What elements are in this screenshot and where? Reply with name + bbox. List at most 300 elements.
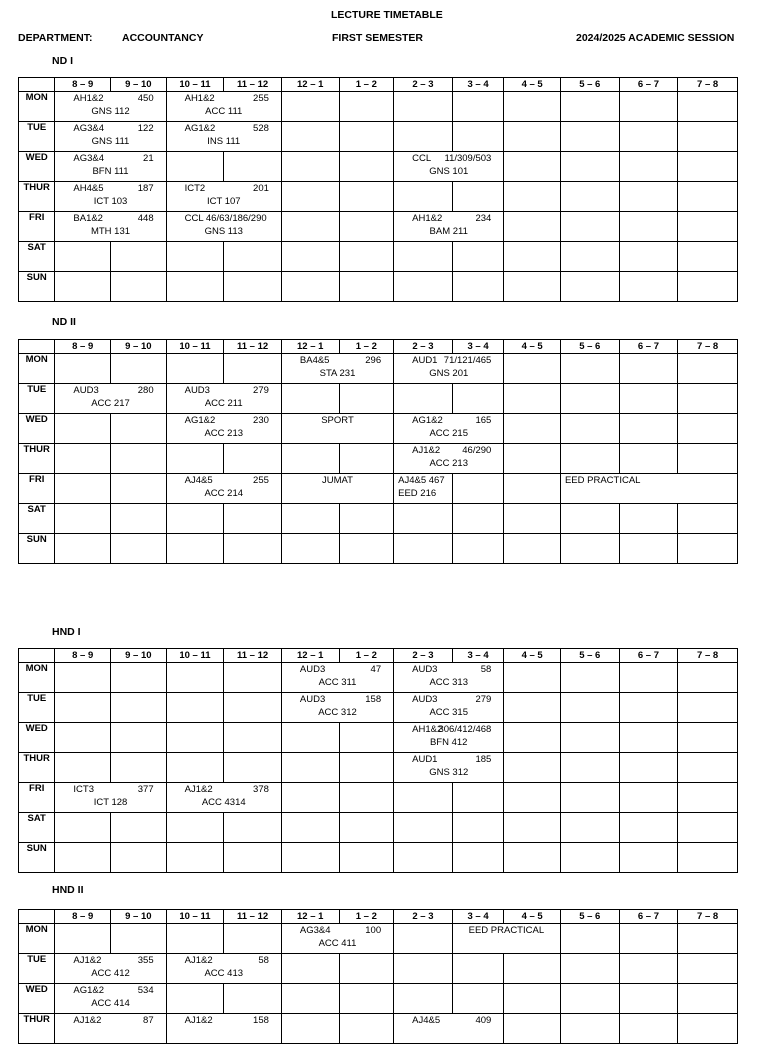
empty-slot [678, 384, 738, 414]
header-corner [19, 340, 55, 354]
time-slot-header: 1 – 2 [339, 78, 394, 92]
empty-slot [678, 723, 738, 753]
entry-group: AH1&2 [412, 724, 443, 735]
empty-slot [166, 444, 224, 474]
entry-group: AJ4&5 [412, 1015, 441, 1026]
empty-slot [339, 92, 394, 122]
empty-slot [111, 753, 167, 783]
entry-room: 187 [137, 183, 154, 194]
entry-room: 46/290 [462, 445, 492, 456]
entry-room: 355 [137, 955, 154, 966]
empty-slot [339, 1014, 394, 1044]
empty-slot [55, 474, 111, 504]
time-slot-header: 6 – 7 [619, 910, 678, 924]
timetable-entry [55, 92, 166, 122]
empty-slot [504, 504, 561, 534]
empty-slot [452, 122, 504, 152]
empty-slot [111, 663, 167, 693]
empty-slot [560, 693, 619, 723]
empty-slot [504, 813, 561, 843]
header-corner [19, 649, 55, 663]
timetable-entry [55, 783, 166, 813]
empty-slot [678, 152, 738, 182]
empty-slot [678, 813, 738, 843]
day-label: MON [19, 663, 55, 693]
section-title: ND II [52, 316, 76, 328]
empty-slot [224, 693, 282, 723]
timetable-entry [55, 182, 166, 212]
day-row [19, 753, 738, 783]
empty-slot [339, 813, 394, 843]
empty-slot [678, 414, 738, 444]
entry-room: 71/121/465 [443, 355, 492, 366]
time-slot-header: 3 – 4 [452, 340, 504, 354]
section-title: HND II [52, 884, 84, 896]
day-label: SUN [19, 272, 55, 302]
timetable-entry [55, 954, 166, 984]
timetable-entry [394, 693, 504, 723]
entry-room: 158 [365, 694, 382, 705]
entry-room: 100 [365, 925, 382, 936]
day-row [19, 954, 738, 984]
empty-slot [560, 242, 619, 272]
time-slot-header: 9 – 10 [111, 910, 167, 924]
entry-course: ACC 411 [318, 938, 357, 949]
time-slot-header: 1 – 2 [339, 649, 394, 663]
time-slot-header: 6 – 7 [619, 649, 678, 663]
entry-room: 58 [480, 664, 492, 675]
day-label: WED [19, 723, 55, 753]
empty-slot [224, 984, 282, 1014]
entry-room: 201 [253, 183, 269, 194]
time-slot-header: 9 – 10 [111, 340, 167, 354]
empty-slot [560, 924, 619, 954]
empty-slot [452, 272, 504, 302]
empty-slot [111, 474, 167, 504]
empty-slot [166, 534, 224, 564]
entry-room: 58 [258, 955, 269, 966]
empty-slot [224, 663, 282, 693]
empty-slot [504, 92, 561, 122]
entry-group: CCL [412, 153, 432, 164]
empty-slot [504, 693, 561, 723]
entry-course: ACC 412 [91, 968, 130, 979]
empty-slot [678, 92, 738, 122]
entry-course: ICT 103 [93, 196, 128, 207]
entry-note: JUMAT [322, 475, 353, 486]
empty-slot [166, 354, 224, 384]
empty-slot [560, 414, 619, 444]
empty-slot [55, 843, 111, 873]
empty-slot [281, 272, 339, 302]
empty-slot [619, 92, 678, 122]
empty-slot [394, 783, 453, 813]
time-slot-header: 4 – 5 [504, 649, 561, 663]
entry-group: AJ1&2 [73, 955, 102, 966]
empty-slot [504, 122, 561, 152]
empty-slot [281, 843, 339, 873]
timetable-entry [166, 474, 281, 504]
timetable-entry [394, 1014, 504, 1044]
entry-group: AG3&4 [73, 153, 105, 164]
empty-slot [224, 504, 282, 534]
timetable-hnd-i [18, 648, 738, 873]
day-label: FRI [19, 474, 55, 504]
department-name: ACCOUNTANCY [122, 32, 204, 44]
day-row [19, 1014, 738, 1044]
empty-slot [166, 843, 224, 873]
empty-slot [281, 534, 339, 564]
timetable-entry [394, 474, 453, 504]
entry-course: BFN 412 [429, 737, 468, 748]
empty-slot [281, 783, 339, 813]
timetable-entry [55, 384, 166, 414]
empty-slot [619, 984, 678, 1014]
entry-course: GNS 201 [429, 368, 469, 379]
empty-slot [394, 954, 453, 984]
entry-room: 306/412/468 [438, 724, 492, 735]
time-slot-header: 5 – 6 [560, 910, 619, 924]
empty-slot [560, 272, 619, 302]
entry-group: AH1&2 [73, 93, 104, 104]
empty-slot [452, 182, 504, 212]
page-title: LECTURE TIMETABLE [331, 9, 443, 21]
empty-slot [619, 693, 678, 723]
empty-slot [166, 152, 224, 182]
entry-course: ACC 315 [429, 707, 468, 718]
timetable-entry [281, 663, 393, 693]
entry-course: BFN 111 [92, 166, 129, 177]
entry-group: AUD3 [184, 385, 210, 396]
day-row [19, 414, 738, 444]
day-row [19, 444, 738, 474]
empty-slot [224, 843, 282, 873]
empty-slot [281, 1014, 339, 1044]
empty-slot [281, 954, 339, 984]
empty-slot [281, 813, 339, 843]
day-row [19, 354, 738, 384]
empty-slot [452, 384, 504, 414]
entry-course: ACC 211 [204, 398, 243, 409]
time-slot-header: 11 – 12 [224, 910, 282, 924]
entry-course: ACC 413 [204, 968, 244, 979]
day-label: FRI [19, 783, 55, 813]
empty-slot [619, 843, 678, 873]
entry-course: ICT 107 [206, 196, 241, 207]
timetable-entry [281, 474, 393, 504]
empty-slot [678, 272, 738, 302]
timetable-entry [394, 354, 504, 384]
entry-group: AJ1&2 [73, 1015, 102, 1026]
entry-room: 450 [137, 93, 154, 104]
time-slot-header: 4 – 5 [504, 340, 561, 354]
entry-group: AG1&2 [184, 123, 216, 134]
empty-slot [394, 984, 453, 1014]
entry-course: ACC 111 [205, 106, 243, 117]
empty-slot [678, 924, 738, 954]
day-row [19, 783, 738, 813]
entry-group: AG1&2 [184, 415, 216, 426]
timetable-entry [55, 212, 166, 242]
empty-slot [560, 444, 619, 474]
empty-slot [339, 152, 394, 182]
timetable-entry [55, 122, 166, 152]
empty-slot [166, 813, 224, 843]
empty-slot [111, 444, 167, 474]
empty-slot [560, 92, 619, 122]
empty-slot [452, 783, 504, 813]
empty-slot [166, 504, 224, 534]
empty-slot [224, 152, 282, 182]
day-label: MON [19, 924, 55, 954]
empty-slot [504, 182, 561, 212]
empty-slot [560, 182, 619, 212]
empty-slot [619, 182, 678, 212]
empty-slot [339, 984, 394, 1014]
empty-slot [619, 534, 678, 564]
time-slot-header: 7 – 8 [678, 78, 738, 92]
time-slot-header: 8 – 9 [55, 340, 111, 354]
empty-slot [339, 182, 394, 212]
time-slot-header: 9 – 10 [111, 78, 167, 92]
empty-slot [619, 122, 678, 152]
empty-slot [452, 984, 504, 1014]
timetable-entry [394, 152, 504, 182]
empty-slot [619, 924, 678, 954]
day-row [19, 122, 738, 152]
entry-room: 255 [253, 93, 269, 104]
empty-slot [619, 212, 678, 242]
empty-slot [504, 1014, 561, 1044]
empty-slot [166, 753, 224, 783]
entry-room: 280 [137, 385, 154, 396]
entry-course: MTH 131 [90, 226, 131, 237]
empty-slot [339, 843, 394, 873]
entry-group: AJ1&2 [184, 1015, 213, 1026]
empty-slot [281, 242, 339, 272]
time-slot-header: 2 – 3 [394, 649, 453, 663]
day-label: FRI [19, 212, 55, 242]
time-slot-header: 11 – 12 [224, 649, 282, 663]
entry-room: 534 [137, 985, 154, 996]
empty-slot [560, 723, 619, 753]
time-slot-header: 5 – 6 [560, 649, 619, 663]
entry-course: ACC 213 [204, 428, 244, 439]
empty-slot [504, 152, 561, 182]
empty-slot [560, 954, 619, 984]
empty-slot [504, 954, 561, 984]
timetable-entry [394, 444, 504, 474]
entry-group: ICT2 [184, 183, 206, 194]
entry-course: ACC 313 [429, 677, 468, 688]
empty-slot [394, 534, 453, 564]
empty-slot [111, 843, 167, 873]
entry-group: AJ4&5 [184, 475, 213, 486]
entry-course: ACC 217 [91, 398, 130, 409]
time-slot-header: 11 – 12 [224, 78, 282, 92]
timetable-entry [166, 212, 281, 242]
empty-slot [678, 693, 738, 723]
empty-slot [339, 954, 394, 984]
entry-room: 409 [475, 1015, 492, 1026]
empty-slot [111, 354, 167, 384]
timetable-entry [281, 414, 393, 444]
time-slot-header: 9 – 10 [111, 649, 167, 663]
entry-note: SPORT [321, 415, 354, 426]
day-label: TUE [19, 693, 55, 723]
empty-slot [678, 843, 738, 873]
entry-course: ACC 215 [429, 428, 468, 439]
empty-slot [678, 984, 738, 1014]
empty-slot [619, 1014, 678, 1044]
day-row [19, 723, 738, 753]
entry-course: ACC 213 [429, 458, 468, 469]
empty-slot [504, 212, 561, 242]
empty-slot [281, 753, 339, 783]
entry-course: ACC 414 [91, 998, 130, 1009]
entry-room: 87 [143, 1015, 154, 1026]
timetable-entry [394, 212, 504, 242]
entry-room: 122 [137, 123, 154, 134]
empty-slot [619, 414, 678, 444]
empty-slot [560, 783, 619, 813]
timetable-nd-i [18, 77, 738, 302]
empty-slot [619, 753, 678, 783]
day-label: THUR [19, 182, 55, 212]
entry-group: BA1&2 [73, 213, 103, 224]
time-slot-header: 2 – 3 [394, 910, 453, 924]
empty-slot [224, 354, 282, 384]
entry-course: ACC 4314 [201, 797, 246, 808]
empty-slot [560, 813, 619, 843]
time-slot-header: 12 – 1 [281, 910, 339, 924]
timetable-entry [281, 354, 393, 384]
empty-slot [339, 534, 394, 564]
time-slot-header: 10 – 11 [166, 340, 224, 354]
timetable-entry [166, 92, 281, 122]
empty-slot [619, 444, 678, 474]
timetable-entry [452, 924, 560, 954]
entry-room: 21 [143, 153, 154, 164]
timetable-entry [55, 152, 166, 182]
day-row [19, 843, 738, 873]
empty-slot [560, 384, 619, 414]
entry-group: AUD3 [299, 664, 326, 675]
empty-slot [55, 444, 111, 474]
time-slot-header: 8 – 9 [55, 649, 111, 663]
time-slot-header: 2 – 3 [394, 340, 453, 354]
day-label: SAT [19, 504, 55, 534]
empty-slot [394, 122, 453, 152]
empty-slot [166, 272, 224, 302]
day-label: THUR [19, 1014, 55, 1044]
empty-slot [166, 693, 224, 723]
time-slot-header: 10 – 11 [166, 649, 224, 663]
empty-slot [619, 272, 678, 302]
time-slot-header: 12 – 1 [281, 78, 339, 92]
empty-slot [678, 954, 738, 984]
empty-slot [560, 753, 619, 783]
day-row [19, 92, 738, 122]
entry-course: STA 231 [319, 368, 356, 379]
empty-slot [619, 242, 678, 272]
empty-slot [504, 723, 561, 753]
day-label: SAT [19, 813, 55, 843]
entry-room: 158 [253, 1015, 269, 1026]
empty-slot [224, 723, 282, 753]
empty-slot [224, 924, 282, 954]
empty-slot [166, 924, 224, 954]
day-row [19, 242, 738, 272]
empty-slot [339, 122, 394, 152]
empty-slot [504, 414, 561, 444]
empty-slot [678, 783, 738, 813]
time-slot-header: 8 – 9 [55, 910, 111, 924]
empty-slot [452, 504, 504, 534]
timetable-entry [55, 984, 166, 1014]
day-label: WED [19, 152, 55, 182]
empty-slot [394, 384, 453, 414]
day-row [19, 272, 738, 302]
empty-slot [619, 954, 678, 984]
empty-slot [111, 272, 167, 302]
time-slot-header: 7 – 8 [678, 340, 738, 354]
entry-group: AH1&2 [184, 93, 215, 104]
time-slot-header: 2 – 3 [394, 78, 453, 92]
empty-slot [504, 384, 561, 414]
empty-slot [111, 693, 167, 723]
empty-slot [224, 813, 282, 843]
empty-slot [339, 212, 394, 242]
entry-course: EED 216 [398, 488, 437, 499]
empty-slot [394, 182, 453, 212]
empty-slot [678, 444, 738, 474]
timetable-entry [166, 182, 281, 212]
empty-slot [452, 813, 504, 843]
empty-slot [55, 534, 111, 564]
empty-slot [111, 414, 167, 444]
empty-slot [55, 504, 111, 534]
day-label: WED [19, 984, 55, 1014]
empty-slot [339, 384, 394, 414]
empty-slot [281, 152, 339, 182]
day-row [19, 384, 738, 414]
empty-slot [339, 242, 394, 272]
empty-slot [166, 723, 224, 753]
empty-slot [560, 843, 619, 873]
empty-slot [504, 843, 561, 873]
empty-slot [504, 663, 561, 693]
day-label: TUE [19, 122, 55, 152]
day-row [19, 984, 738, 1014]
empty-slot [55, 242, 111, 272]
entry-room: 448 [137, 213, 154, 224]
empty-slot [560, 984, 619, 1014]
entry-group: AJ1&2 [184, 955, 213, 966]
entry-course: ACC 311 [318, 677, 357, 688]
entry-course: ACC 312 [318, 707, 357, 718]
empty-slot [504, 444, 561, 474]
empty-slot [619, 152, 678, 182]
empty-slot [619, 354, 678, 384]
time-slot-header: 5 – 6 [560, 340, 619, 354]
entry-course: GNS 312 [429, 767, 469, 778]
day-row [19, 182, 738, 212]
entry-group: ICT3 [73, 784, 94, 795]
empty-slot [504, 474, 561, 504]
empty-slot [452, 474, 504, 504]
empty-slot [394, 924, 453, 954]
